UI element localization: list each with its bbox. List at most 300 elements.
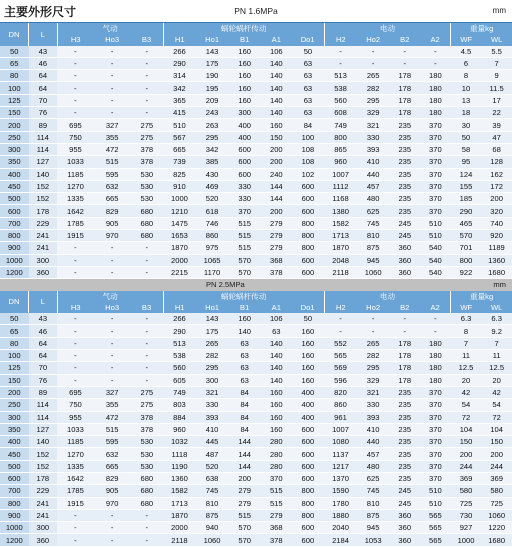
- cell-wl: 9: [481, 70, 512, 82]
- cell-h3: -: [57, 313, 94, 325]
- cell-dn: 150: [0, 374, 29, 386]
- group-header-electric: 电动: [324, 291, 451, 302]
- cell-h1: 739: [163, 156, 196, 168]
- cell-do1: 50: [292, 313, 325, 325]
- cell-l: 46: [29, 325, 58, 337]
- unit-label-2: mm: [451, 279, 512, 290]
- cell-a2: -: [420, 325, 451, 337]
- cell-ho1: 282: [196, 350, 229, 362]
- cell-h3: 1270: [57, 448, 94, 460]
- cell-do1: 600: [292, 460, 325, 472]
- cell-ho2: 810: [357, 497, 390, 509]
- cell-ho3: -: [94, 94, 131, 106]
- table-row: [0, 180, 512, 192]
- cell-h3: 1642: [57, 472, 94, 484]
- cell-wf: 369: [451, 472, 482, 484]
- cell-h2: 820: [324, 386, 357, 398]
- cell-h1: 365: [163, 94, 196, 106]
- cell-ho2: 282: [357, 82, 390, 94]
- table-row: [0, 193, 512, 205]
- cell-a1: 240: [261, 168, 292, 180]
- cell-a2: 510: [420, 217, 451, 229]
- cell-wl: 200: [481, 193, 512, 205]
- cell-wf: 800: [451, 254, 482, 266]
- cell-wf: 50: [451, 131, 482, 143]
- cell-ho1: 195: [196, 82, 229, 94]
- cell-h3: -: [57, 107, 94, 119]
- header-row-groups: [0, 291, 512, 302]
- cell-b2: 360: [389, 534, 420, 546]
- cell-a2: 510: [420, 230, 451, 242]
- cell-ho2: 810: [357, 230, 390, 242]
- table-row: [0, 107, 512, 119]
- cell-a1: 150: [261, 131, 292, 143]
- cell-a2: 370: [420, 180, 451, 192]
- cell-ho3: -: [94, 82, 131, 94]
- cell-h1: 605: [163, 374, 196, 386]
- cell-h3: -: [57, 362, 94, 374]
- cell-l: 76: [29, 374, 58, 386]
- cell-wf: 6.3: [451, 313, 482, 325]
- cell-a2: 180: [420, 82, 451, 94]
- cell-l: 140: [29, 168, 58, 180]
- cell-ho2: 330: [357, 131, 390, 143]
- cell-wl: 1680: [481, 266, 512, 278]
- cell-do1: 108: [292, 143, 325, 155]
- cell-b2: 235: [389, 180, 420, 192]
- header-row-groups: [0, 23, 512, 34]
- cell-wl: 1360: [481, 254, 512, 266]
- cell-a1: 144: [261, 180, 292, 192]
- cell-a2: 565: [420, 534, 451, 546]
- cell-h3: -: [57, 522, 94, 534]
- cell-l: 360: [29, 534, 58, 546]
- cell-ho3: -: [94, 534, 131, 546]
- cell-ho3: 665: [94, 460, 131, 472]
- cell-h1: 290: [163, 325, 196, 337]
- cell-wl: 11.5: [481, 82, 512, 94]
- cell-h2: -: [324, 313, 357, 325]
- cell-wl: 1220: [481, 522, 512, 534]
- cell-do1: 160: [292, 374, 325, 386]
- cell-h1: 2000: [163, 254, 196, 266]
- cell-h3: 1033: [57, 423, 94, 435]
- cell-l: 152: [29, 460, 58, 472]
- cell-a2: 370: [420, 131, 451, 143]
- column-header-l: L: [29, 23, 58, 46]
- cell-wf: 6: [451, 57, 482, 69]
- dimension-table-pn16: [0, 23, 512, 279]
- cell-b3: 275: [131, 119, 164, 131]
- cell-ho2: -: [357, 46, 390, 58]
- cell-h2: 2040: [324, 522, 357, 534]
- column-header-a1: A1: [261, 302, 292, 313]
- cell-b3: -: [131, 313, 164, 325]
- cell-wl: 6.3: [481, 313, 512, 325]
- cell-l: 114: [29, 143, 58, 155]
- cell-ho3: 665: [94, 193, 131, 205]
- cell-do1: 600: [292, 472, 325, 484]
- cell-dn: 500: [0, 193, 29, 205]
- cell-dn: 800: [0, 497, 29, 509]
- cell-a1: 378: [261, 266, 292, 278]
- cell-ho2: -: [357, 57, 390, 69]
- cell-ho3: -: [94, 350, 131, 362]
- cell-ho1: 469: [196, 180, 229, 192]
- cell-ho3: 355: [94, 131, 131, 143]
- table-body-pn16: [0, 23, 512, 279]
- cell-a2: 370: [420, 436, 451, 448]
- column-header-h1: H1: [163, 302, 196, 313]
- cell-h1: 1475: [163, 217, 196, 229]
- cell-b2: 178: [389, 107, 420, 119]
- cell-wl: 150: [481, 436, 512, 448]
- cell-h1: 1210: [163, 205, 196, 217]
- column-header-dn: DN: [0, 291, 29, 314]
- cell-h3: -: [57, 266, 94, 278]
- cell-b2: 235: [389, 168, 420, 180]
- cell-a1: 106: [261, 313, 292, 325]
- table-row: [0, 46, 512, 58]
- cell-dn: 900: [0, 242, 29, 254]
- cell-ho1: 520: [196, 193, 229, 205]
- cell-b2: 360: [389, 266, 420, 278]
- cell-a2: 370: [420, 156, 451, 168]
- cell-a2: 180: [420, 107, 451, 119]
- cell-a1: 160: [261, 119, 292, 131]
- cell-dn: 80: [0, 70, 29, 82]
- cell-b3: 680: [131, 485, 164, 497]
- cell-a2: 370: [420, 472, 451, 484]
- cell-ho1: 430: [196, 168, 229, 180]
- cell-h2: 960: [324, 156, 357, 168]
- cell-do1: 400: [292, 399, 325, 411]
- cell-b3: 680: [131, 230, 164, 242]
- cell-wf: 58: [451, 143, 482, 155]
- table-row: [0, 168, 512, 180]
- cell-b2: 235: [389, 423, 420, 435]
- cell-ho3: 515: [94, 156, 131, 168]
- cell-b3: 530: [131, 180, 164, 192]
- cell-ho2: 875: [357, 242, 390, 254]
- cell-h3: 955: [57, 143, 94, 155]
- cell-a1: 63: [261, 325, 292, 337]
- cell-ho2: 480: [357, 193, 390, 205]
- cell-wl: 39: [481, 119, 512, 131]
- cell-h2: 2048: [324, 254, 357, 266]
- cell-b2: 235: [389, 411, 420, 423]
- cell-a2: 370: [420, 423, 451, 435]
- cell-do1: 600: [292, 193, 325, 205]
- cell-h3: 695: [57, 386, 94, 398]
- cell-h1: 1118: [163, 448, 196, 460]
- cell-h3: -: [57, 242, 94, 254]
- cell-wf: 730: [451, 509, 482, 521]
- cell-ho1: 300: [196, 374, 229, 386]
- cell-h3: 1335: [57, 193, 94, 205]
- cell-h3: -: [57, 337, 94, 349]
- cell-b1: 330: [228, 193, 261, 205]
- cell-ho1: 1060: [196, 534, 229, 546]
- cell-a1: 140: [261, 107, 292, 119]
- cell-l: 229: [29, 217, 58, 229]
- cell-a1: 200: [261, 205, 292, 217]
- cell-do1: 600: [292, 522, 325, 534]
- cell-b2: 235: [389, 386, 420, 398]
- cell-wl: 740: [481, 217, 512, 229]
- cell-ho2: 875: [357, 509, 390, 521]
- column-header-ho3: Ho3: [94, 34, 131, 45]
- cell-h3: 1785: [57, 485, 94, 497]
- cell-ho1: 295: [196, 131, 229, 143]
- cell-wf: 290: [451, 205, 482, 217]
- column-header-ho3: Ho3: [94, 302, 131, 313]
- cell-l: 64: [29, 350, 58, 362]
- cell-b2: -: [389, 46, 420, 58]
- cell-wf: 570: [451, 230, 482, 242]
- cell-wf: 150: [451, 436, 482, 448]
- cell-a2: -: [420, 57, 451, 69]
- cell-b3: 530: [131, 168, 164, 180]
- cell-b1: 84: [228, 411, 261, 423]
- cell-ho2: 945: [357, 254, 390, 266]
- cell-l: 70: [29, 362, 58, 374]
- cell-b1: 144: [228, 436, 261, 448]
- cell-h1: 1870: [163, 242, 196, 254]
- cell-ho2: 295: [357, 362, 390, 374]
- cell-do1: 63: [292, 70, 325, 82]
- cell-b3: -: [131, 57, 164, 69]
- column-header-a2: A2: [420, 302, 451, 313]
- cell-ho3: -: [94, 509, 131, 521]
- cell-b2: 235: [389, 448, 420, 460]
- table-row: [0, 337, 512, 349]
- table-row: [0, 497, 512, 509]
- cell-ho3: 632: [94, 448, 131, 460]
- cell-h2: 1168: [324, 193, 357, 205]
- cell-ho2: 625: [357, 472, 390, 484]
- cell-h1: 415: [163, 107, 196, 119]
- cell-l: 114: [29, 399, 58, 411]
- cell-h2: 1780: [324, 497, 357, 509]
- cell-wf: 54: [451, 399, 482, 411]
- cell-do1: 108: [292, 156, 325, 168]
- table-row: [0, 485, 512, 497]
- cell-h1: 266: [163, 313, 196, 325]
- cell-wf: 7: [451, 337, 482, 349]
- cell-l: 300: [29, 254, 58, 266]
- cell-h1: 290: [163, 57, 196, 69]
- cell-wf: 124: [451, 168, 482, 180]
- cell-do1: 400: [292, 411, 325, 423]
- table-row: [0, 460, 512, 472]
- cell-dn: 1200: [0, 266, 29, 278]
- cell-h1: 825: [163, 168, 196, 180]
- cell-a1: 140: [261, 350, 292, 362]
- table-row: [0, 386, 512, 398]
- cell-a1: 140: [261, 94, 292, 106]
- cell-wf: 10: [451, 82, 482, 94]
- cell-h3: 1785: [57, 217, 94, 229]
- cell-wf: 922: [451, 266, 482, 278]
- column-header-wl: WL: [481, 34, 512, 45]
- cell-ho2: 1060: [357, 266, 390, 278]
- cell-ho2: 330: [357, 399, 390, 411]
- cell-do1: 160: [292, 325, 325, 337]
- table-row: [0, 70, 512, 82]
- cell-b3: 378: [131, 423, 164, 435]
- cell-dn: 100: [0, 350, 29, 362]
- cell-h3: 750: [57, 399, 94, 411]
- cell-wl: 22: [481, 107, 512, 119]
- cell-b1: 400: [228, 119, 261, 131]
- cell-wf: 4.5: [451, 46, 482, 58]
- cell-ho2: 945: [357, 522, 390, 534]
- cell-h2: 2184: [324, 534, 357, 546]
- cell-a2: 510: [420, 485, 451, 497]
- column-header-ho2: Ho2: [357, 34, 390, 45]
- cell-dn: 65: [0, 57, 29, 69]
- cell-wf: 465: [451, 217, 482, 229]
- table-row: [0, 399, 512, 411]
- column-header-b2: B2: [389, 302, 420, 313]
- cell-l: 152: [29, 180, 58, 192]
- cell-h1: 1582: [163, 485, 196, 497]
- cell-h3: 1185: [57, 436, 94, 448]
- cell-h1: 1653: [163, 230, 196, 242]
- cell-h1: 513: [163, 337, 196, 349]
- cell-ho1: 143: [196, 313, 229, 325]
- cell-l: 64: [29, 82, 58, 94]
- cell-h2: -: [324, 325, 357, 337]
- cell-h2: 1582: [324, 217, 357, 229]
- cell-a2: -: [420, 46, 451, 58]
- cell-h3: 1335: [57, 460, 94, 472]
- table-row: [0, 94, 512, 106]
- cell-b2: 360: [389, 522, 420, 534]
- cell-do1: 160: [292, 337, 325, 349]
- cell-b3: -: [131, 107, 164, 119]
- cell-dn: 800: [0, 230, 29, 242]
- cell-wf: 11: [451, 350, 482, 362]
- cell-wf: 30: [451, 119, 482, 131]
- cell-ho1: 143: [196, 46, 229, 58]
- cell-h3: -: [57, 325, 94, 337]
- cell-h3: 1642: [57, 205, 94, 217]
- cell-ho3: 905: [94, 485, 131, 497]
- cell-l: 89: [29, 386, 58, 398]
- cell-a1: 280: [261, 460, 292, 472]
- cell-wl: 244: [481, 460, 512, 472]
- table-row: [0, 534, 512, 546]
- cell-ho2: 457: [357, 448, 390, 460]
- cell-b3: -: [131, 254, 164, 266]
- cell-ho1: 243: [196, 107, 229, 119]
- column-header-dn: DN: [0, 23, 29, 46]
- cell-b2: 178: [389, 374, 420, 386]
- column-header-wf: WF: [451, 34, 482, 45]
- cell-ho1: 175: [196, 325, 229, 337]
- cell-ho3: -: [94, 374, 131, 386]
- cell-h1: 2215: [163, 266, 196, 278]
- document-title: 主要外形尺寸: [4, 5, 77, 19]
- cell-a1: 200: [261, 156, 292, 168]
- cell-h1: 1360: [163, 472, 196, 484]
- cell-wf: 725: [451, 497, 482, 509]
- column-header-wl: WL: [481, 302, 512, 313]
- cell-ho2: -: [357, 325, 390, 337]
- cell-a2: 180: [420, 70, 451, 82]
- cell-h2: 1137: [324, 448, 357, 460]
- cell-a2: 370: [420, 168, 451, 180]
- table-row: [0, 230, 512, 242]
- cell-do1: 800: [292, 242, 325, 254]
- cell-b1: 84: [228, 386, 261, 398]
- cell-a1: 140: [261, 70, 292, 82]
- cell-b3: 275: [131, 131, 164, 143]
- cell-do1: 600: [292, 436, 325, 448]
- cell-ho1: 445: [196, 436, 229, 448]
- cell-do1: 600: [292, 205, 325, 217]
- cell-ho3: -: [94, 362, 131, 374]
- cell-b2: 178: [389, 350, 420, 362]
- table-row: [0, 509, 512, 521]
- cell-ho2: 321: [357, 119, 390, 131]
- cell-ho1: 330: [196, 399, 229, 411]
- column-header-b2: B2: [389, 34, 420, 45]
- cell-ho2: 625: [357, 205, 390, 217]
- cell-h2: 565: [324, 350, 357, 362]
- cell-b3: 378: [131, 156, 164, 168]
- cell-do1: 160: [292, 362, 325, 374]
- cell-l: 178: [29, 205, 58, 217]
- cell-h2: 1870: [324, 242, 357, 254]
- cell-wf: 244: [451, 460, 482, 472]
- cell-do1: 800: [292, 230, 325, 242]
- cell-l: 70: [29, 94, 58, 106]
- cell-b1: 515: [228, 509, 261, 521]
- cell-a1: 160: [261, 386, 292, 398]
- cell-b3: -: [131, 350, 164, 362]
- cell-h2: 800: [324, 131, 357, 143]
- group-header-weight: 重量kg: [451, 291, 512, 302]
- cell-b1: 279: [228, 485, 261, 497]
- cell-ho2: 265: [357, 337, 390, 349]
- cell-b2: 178: [389, 70, 420, 82]
- cell-a1: 515: [261, 485, 292, 497]
- cell-wl: 12.5: [481, 362, 512, 374]
- cell-h3: -: [57, 534, 94, 546]
- cell-ho3: -: [94, 522, 131, 534]
- cell-wl: 1060: [481, 509, 512, 521]
- table-row: [0, 374, 512, 386]
- cell-a2: 370: [420, 205, 451, 217]
- cell-dn: 500: [0, 460, 29, 472]
- cell-b1: 570: [228, 534, 261, 546]
- cell-h1: 665: [163, 143, 196, 155]
- cell-wl: 47: [481, 131, 512, 143]
- cell-a1: 144: [261, 193, 292, 205]
- cell-do1: 50: [292, 46, 325, 58]
- cell-ho1: 295: [196, 362, 229, 374]
- cell-b3: 530: [131, 460, 164, 472]
- cell-ho1: 342: [196, 143, 229, 155]
- cell-ho2: 329: [357, 374, 390, 386]
- cell-ho1: 175: [196, 57, 229, 69]
- cell-b2: 245: [389, 217, 420, 229]
- group-header-electric: 电动: [324, 23, 450, 34]
- cell-b2: 360: [389, 242, 420, 254]
